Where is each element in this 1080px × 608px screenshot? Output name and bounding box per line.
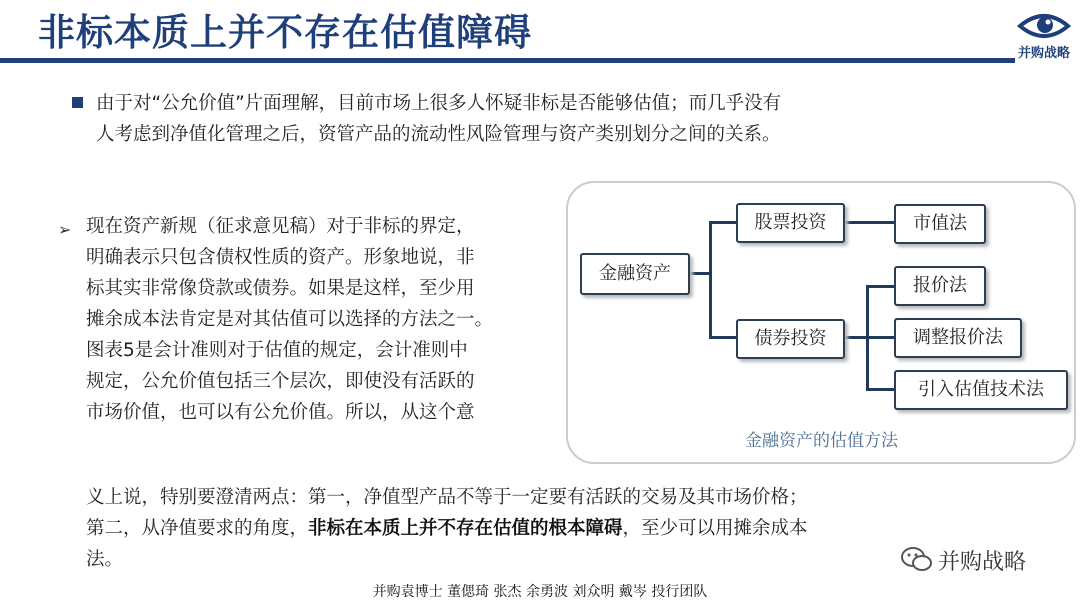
arrow-bullet-icon: ➢ — [58, 220, 72, 239]
key-conclusion: 非标在本质上并不存在估值的根本障碍 — [308, 518, 623, 539]
intro-line-1: 由于对“公允价值”片面理解，目前市场上很多人怀疑非标是否能够估值；而几乎没有 — [96, 93, 782, 114]
connector-line — [866, 285, 894, 288]
body-line: 义上说，特别要澄清两点：第一，净值型产品不等于一定要有活跃的交易及其市场价格； — [86, 487, 808, 508]
body-text: 第二，从净值要求的角度， — [86, 518, 309, 539]
title-underline — [0, 58, 1015, 63]
connector-line — [709, 336, 737, 339]
connector-line — [709, 221, 737, 224]
connector-line — [843, 221, 895, 224]
footer-credits: 并购袁博士 董偲琦 张杰 余勇波 刘众明 戴岑 投行团队 — [372, 584, 708, 600]
node-market-value-method: 市值法 — [894, 204, 986, 244]
brand-logo — [1012, 8, 1076, 64]
body-line — [86, 513, 926, 544]
body-line: 标其实非常像贷款或债券。如果是这样，至少用 — [86, 278, 475, 299]
node-adjusted-quote-method: 调整报价法 — [894, 318, 1022, 358]
body-line: 法。 — [86, 549, 124, 570]
body-line: 规定，公允价值包括三个层次，即使没有活跃的 — [86, 371, 475, 392]
wechat-watermark — [900, 545, 1060, 575]
node-equity-investment: 股票投资 — [736, 203, 845, 243]
diagram-caption: 金融资产的估值方法 — [745, 431, 898, 451]
watermark-text: 并购战略 — [938, 550, 1027, 575]
node-valuation-technique-method: 引入估值技术法 — [894, 370, 1068, 410]
body-line: 摊余成本法肯定是对其估值可以选择的方法之一。 — [86, 309, 494, 330]
node-financial-assets: 金融资产 — [580, 253, 690, 295]
body-line: 图表5是会计准则对于估值的规定，会计准则中 — [86, 340, 468, 361]
body-line: 市场价值，也可以有公允价值。所以，从这个意 — [86, 402, 475, 423]
connector-line — [709, 221, 712, 338]
intro-line-2: 人考虑到净值化管理之后，资管产品的流动性风险管理与资产类别划分之间的关系。 — [96, 124, 781, 145]
body-paragraph-continued — [86, 482, 926, 575]
node-bond-investment: 债券投资 — [736, 319, 845, 359]
square-bullet — [72, 97, 83, 108]
connector-line — [688, 272, 711, 275]
logo-text: 并购战略 — [1017, 46, 1070, 61]
body-text: ，至少可以用摊余成本 — [622, 518, 808, 539]
body-paragraph — [86, 211, 546, 428]
connector-line — [866, 336, 894, 339]
eye-logo-icon — [1012, 8, 1076, 44]
connector-line — [843, 336, 868, 339]
node-quote-method: 报价法 — [894, 266, 986, 306]
body-line: 明确表示只包含债权性质的资产。形象地说，非 — [86, 247, 475, 268]
intro-paragraph — [96, 88, 916, 150]
wechat-icon — [900, 545, 934, 575]
body-line: 现在资产新规（征求意见稿）对于非标的界定， — [86, 216, 475, 237]
connector-line — [866, 388, 894, 391]
page-title: 非标本质上并不存在估值障碍 — [38, 11, 532, 54]
